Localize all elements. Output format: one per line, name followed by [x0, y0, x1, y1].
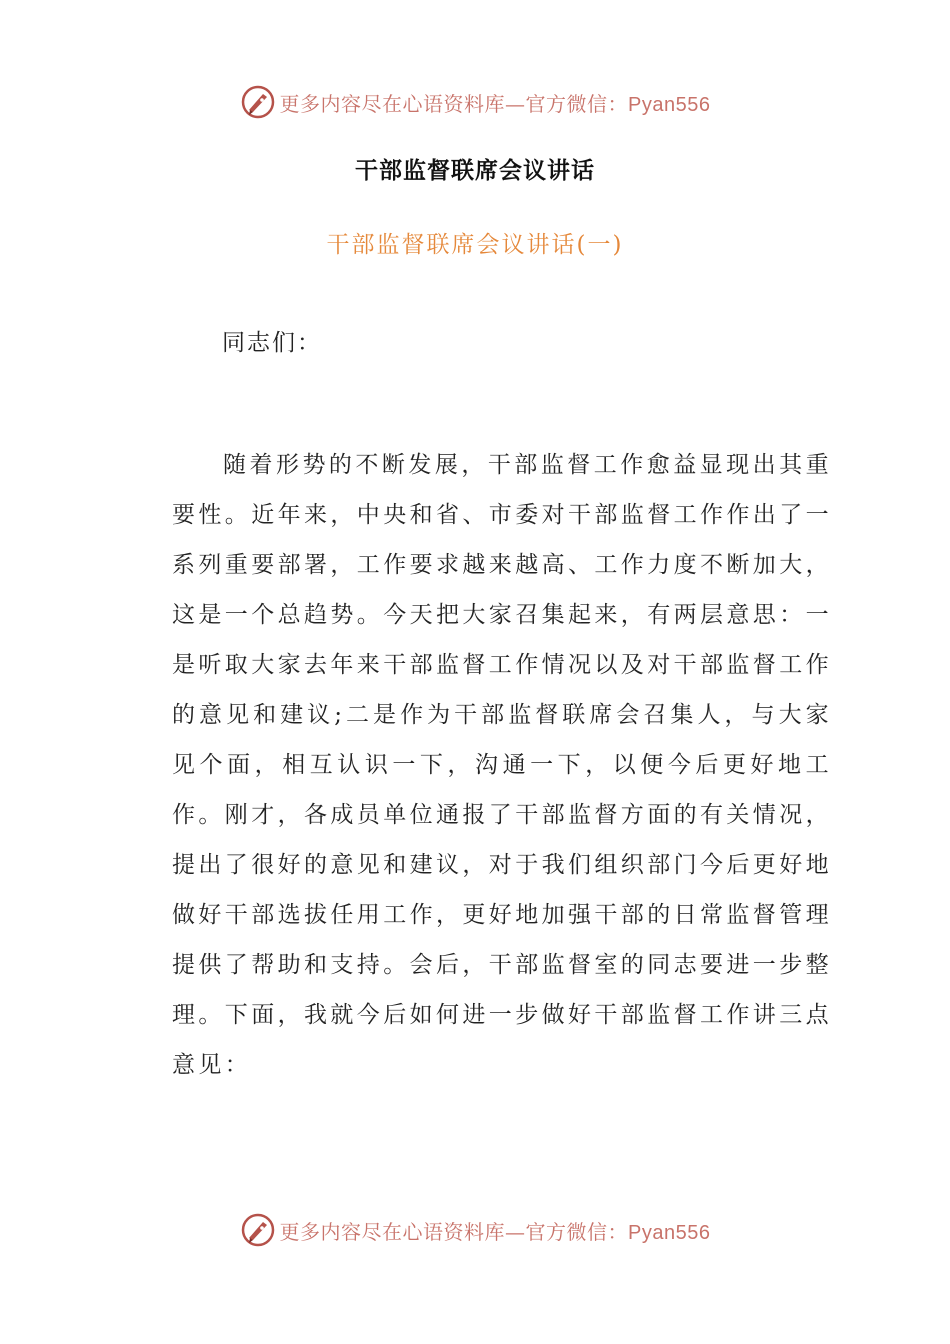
footer-banner	[0, 1210, 950, 1250]
salutation: 同志们：	[222, 330, 322, 356]
wechat-id: Pyan556	[628, 93, 711, 116]
document-title: 干部监督联席会议讲话	[355, 158, 595, 184]
banner-text: 更多内容尽在心语资料库—官方微信：	[279, 1219, 629, 1244]
banner-text: 更多内容尽在心语资料库—官方微信：	[279, 91, 629, 116]
pen-nib-seal-icon	[240, 84, 276, 120]
pen-nib-seal-icon	[240, 1212, 276, 1248]
header-banner	[0, 82, 950, 122]
document-subtitle: 干部监督联席会议讲话(一)	[326, 232, 624, 258]
body-paragraph: 随着形势的不断发展，干部监督工作愈益显现出其重要性。近年来，中央和省、市委对干部监督工作作出了一系列重要部署，工作要求越来越高、工作力度不断加大，这是一个总趋势。今天把大家召集起来，有两层意思：一是听取大家去年来干部监督工作情况以及对干部监督工作的意见和建议;二是作为干部监督联席会召集人，与大家见个面，相互认识一下，沟通一下，以便今后更好地工作。刚才，各成员单位通报了干部监督方面的有关情况，提出了很好的意见和建议，对于我们组织部门今后更好地做好干部选拔任用工作，更好地加强干部的日常监督管理提供了帮助和支持。会后，干部监督室的同志要进一步整理。下面，我就今后如何进一步做好干部监督工作讲三点意见：	[172, 452, 832, 1078]
wechat-id: Pyan556	[628, 1221, 711, 1244]
